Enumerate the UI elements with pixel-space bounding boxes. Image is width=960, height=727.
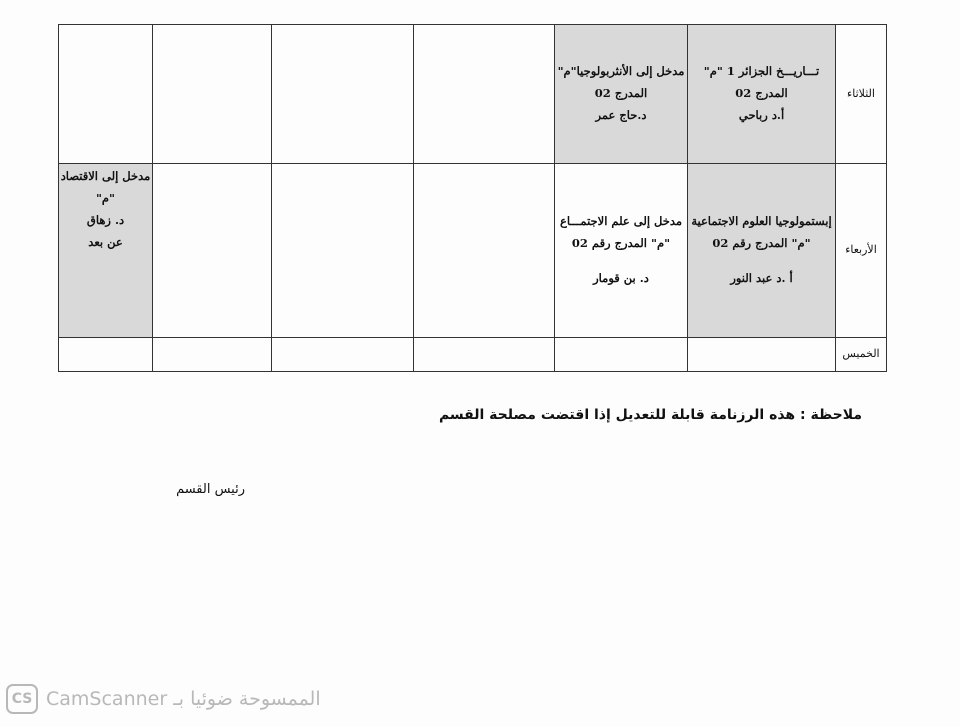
course-type: "م" <box>95 190 116 205</box>
cell-empty <box>414 164 555 338</box>
day-label: الثلاثاء <box>836 25 887 164</box>
course-cell-economics <box>59 164 153 338</box>
cell-empty <box>153 25 272 164</box>
course-room: المدرج 02 <box>594 86 648 101</box>
spacer <box>555 254 687 268</box>
schedule-table <box>58 24 887 372</box>
course-cell-history <box>688 25 836 164</box>
row-wednesday <box>59 164 887 338</box>
course-title: إبستمولوجيا العلوم الاجتماعية <box>691 213 832 228</box>
course-room: "م" المدرج رقم 02 <box>712 235 811 250</box>
cell-empty <box>272 25 414 164</box>
cell-empty <box>272 164 414 338</box>
cell-empty <box>688 338 836 372</box>
department-head-signature: رئيس القسم <box>176 482 245 497</box>
course-title: مدخل إلى علم الاجتمـــاع <box>559 213 683 228</box>
course-teacher: أ.د رباحي <box>738 107 785 122</box>
course-teacher: أ .د عبد النور <box>730 271 793 286</box>
course-cell-sociology <box>555 164 688 338</box>
cell-empty <box>153 164 272 338</box>
course-teacher: د. بن قومار <box>593 271 649 286</box>
spacer <box>688 254 835 268</box>
course-teacher: د.حاج عمر <box>595 107 647 122</box>
cell-empty <box>59 338 153 372</box>
cell-empty <box>555 338 688 372</box>
cell-empty <box>414 338 555 372</box>
day-label: الخميس <box>836 338 887 372</box>
course-room: المدرج 02 <box>735 86 788 101</box>
course-cell-anthropology <box>555 25 688 164</box>
course-cell-epistemology <box>688 164 836 338</box>
cell-empty <box>153 338 272 372</box>
watermark-text: CamScanner الممسوحة ضوئيا بـ <box>46 688 321 710</box>
course-title: مدخل إلى الأنثربولوجيا"م" <box>557 64 685 79</box>
schedule-note: ملاحظة : هذه الرزنامة قابلة للتعديل إذا اقتضت مصلحة القسم <box>438 407 862 423</box>
course-teacher: د. زهاق <box>86 212 125 227</box>
cell-empty <box>272 338 414 372</box>
row-tuesday <box>59 25 887 164</box>
camscanner-watermark <box>6 684 321 714</box>
cell-empty <box>414 25 555 164</box>
course-title: مدخل إلى الاقتصاد <box>60 169 151 183</box>
course-mode: عن بعد <box>88 234 123 249</box>
row-thursday <box>59 338 887 372</box>
course-title: تـــاريـــخ الجزائر 1 "م" <box>703 64 820 79</box>
cell-empty <box>59 25 153 164</box>
course-room: "م" المدرج رقم 02 <box>571 235 671 250</box>
camscanner-logo-icon: CS <box>6 684 38 714</box>
day-label: الأربعاء <box>836 164 887 338</box>
